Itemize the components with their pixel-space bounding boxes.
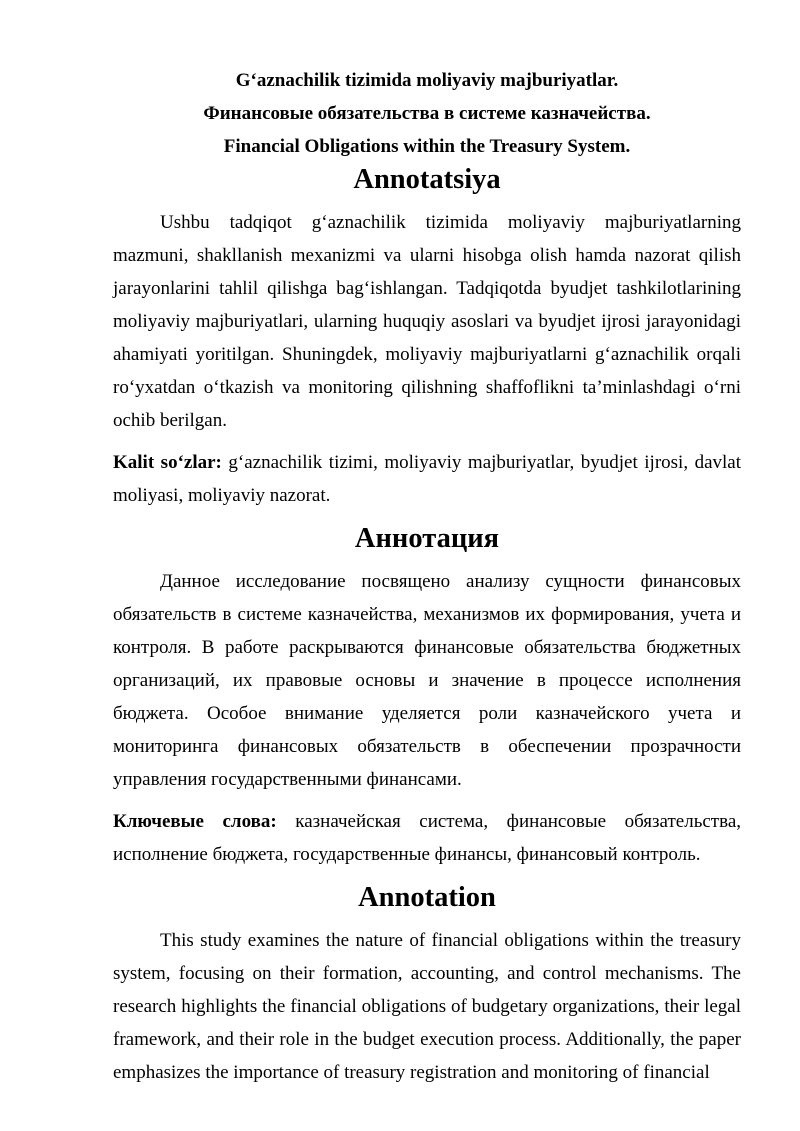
keywords-text-uzbek: g‘aznachilik tizimi, moliyaviy majburiyatlar, byudjet ijrosi, davlat moliyasi, moliyaviy nazorat. [113,452,742,506]
section-heading-annotation: Annotation [358,882,496,913]
keywords-paragraph-uzbek [113,446,741,512]
keywords-label-russian: Ключевые слова: [113,811,277,832]
keywords-label-uzbek: Kalit so‘zlar: [113,452,222,473]
keywords-paragraph-russian [113,805,741,871]
abstract-paragraph-uzbek: Ushbu tadqiqot g‘aznachilik tizimida moliyaviy majburiyatlarning mazmuni, shakllanish mexanizmi va ularni hisobga olish hamda nazorat qilish jarayonlarini tahlil qilishga bag‘ishlangan. Tadqiqotda byudjet tashkilotlarining moliyaviy majburiyatlari, ularning huquqiy asoslari va byudjet ijrosi jarayonidagi ahamiyati yoritilgan. Shuningdek, moliyaviy majburiyatlarni g‘aznachilik orqali ro‘yxatdan o‘tkazish va monitoring qilishning shaffoflikni ta’minlashdagi o‘rni ochib berilgan. [113,212,741,431]
section-heading-annotacija: Аннотация [354,523,500,554]
title-english: Financial Obligations within the Treasury System. [223,136,631,157]
keywords-text-russian: казначейская система, финансовые обязательства, исполнение бюджета, государственные финансы, финансовый контроль. [113,811,742,865]
title-uzbek: G‘aznachilik tizimida moliyaviy majburiyatlar. [235,70,619,91]
title-block [113,64,741,163]
title-russian: Финансовые обязательства в системе казначейства. [203,103,651,124]
abstract-paragraph-russian: Данное исследование посвящено анализу сущности финансовых обязательств в системе казначейства, механизмов их формирования, учета и контроля. В работе раскрываются финансовые обязательства бюджетных организаций, их правовые основы и значение в процессе исполнения бюджета. Особое внимание уделяется роли казначейского учета и мониторинга финансовых обязательств в обеспечении прозрачности управления государственными финансами. [113,571,741,790]
section-heading-annotatsiya: Annotatsiya [353,164,501,195]
abstract-paragraph-english: This study examines the nature of financial obligations within the treasury system, focusing on their formation, accounting, and control mechanisms. The research highlights the financial obligations of budgetary organizations, their legal framework, and their role in the budget execution process. Additionally, the paper emphasizes the importance of treasury registration and monitoring of financial [113,930,741,1083]
